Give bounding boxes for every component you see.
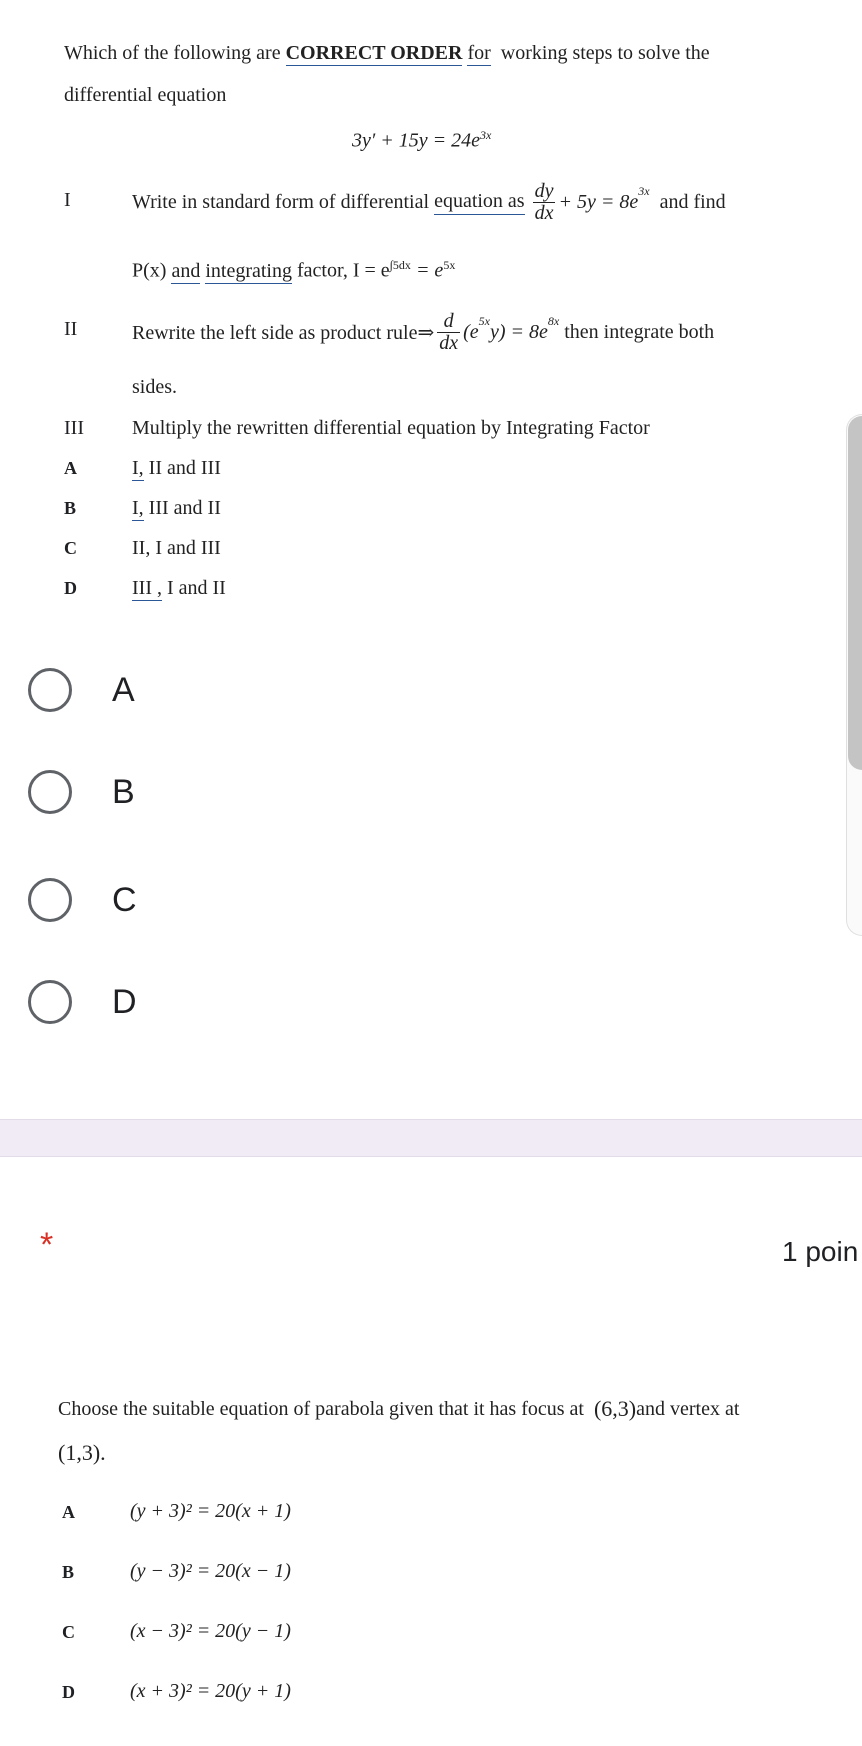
question2-text-line1: Choose the suitable equation of parabola given that it has focus at (6,3) and vertex at	[58, 1396, 740, 1421]
required-asterisk: *	[40, 1226, 54, 1264]
step-1-line1: Write in standard form of differential equation as $\frac{dy}{dx}$ + 5y = 8e $^{3x}$ and find	[132, 179, 726, 224]
step-number: I	[64, 189, 71, 211]
radio-button[interactable]	[28, 980, 72, 1024]
option-equation: (y − 3)² = 20(x − 1)	[130, 1560, 291, 1582]
radio-label: C	[112, 880, 137, 919]
question1-equation: $3y' + 15y = 24e^{3x}$	[352, 128, 492, 152]
question1-intro-line2: differential equation	[64, 84, 227, 106]
radio-option-b[interactable]	[28, 764, 135, 820]
step-2-line1: Rewrite the left side as product rule⇒ $\frac{d}{dx}$ (e $^{5x}$ y) = 8e $^{8x}$ then integrate both	[132, 309, 715, 354]
radio-label: A	[112, 670, 135, 709]
step-3-text: Multiply the rewritten differential equation by Integrating Factor	[132, 417, 650, 439]
radio-option-c[interactable]	[28, 872, 137, 928]
option-equation: (x + 3)² = 20(y + 1)	[130, 1680, 291, 1702]
radio-button[interactable]	[28, 770, 72, 814]
section-divider	[0, 1119, 862, 1157]
option-letter: B	[64, 498, 77, 518]
option-text: III , I and II	[132, 577, 226, 599]
option-letter: C	[64, 538, 77, 558]
option-letter: A	[64, 458, 77, 478]
option-letter: B	[62, 1562, 75, 1582]
step-2-line2: sides.	[132, 376, 177, 398]
step-number: II	[64, 318, 78, 340]
option-letter: A	[62, 1502, 75, 1522]
radio-option-a[interactable]	[28, 662, 135, 718]
option-text: I, III and II	[132, 497, 221, 519]
radio-button[interactable]	[28, 878, 72, 922]
option-text: II, I and III	[132, 537, 221, 559]
step-number: III	[64, 417, 84, 439]
option-letter: C	[62, 1622, 75, 1642]
radio-button[interactable]	[28, 668, 72, 712]
option-equation: (y + 3)² = 20(x + 1)	[130, 1500, 291, 1522]
option-letter: D	[62, 1682, 75, 1702]
option-text: I, II and III	[132, 457, 221, 479]
radio-label: B	[112, 772, 135, 811]
step-1-line2: P(x) and integrating factor, $I = e^{\int 5dx} = e^{5x}$	[132, 258, 456, 282]
question2-vertex: (1,3).	[58, 1440, 106, 1465]
points-label: 1 poin	[782, 1236, 859, 1267]
radio-label: D	[112, 982, 137, 1021]
option-equation: (x − 3)² = 20(y − 1)	[130, 1620, 291, 1642]
scrollbar-thumb[interactable]	[848, 416, 862, 770]
radio-option-d[interactable]	[28, 974, 137, 1030]
option-letter: D	[64, 578, 77, 598]
question1-intro-line1: Which of the following are CORRECT ORDER for working steps to solve the	[64, 42, 710, 64]
